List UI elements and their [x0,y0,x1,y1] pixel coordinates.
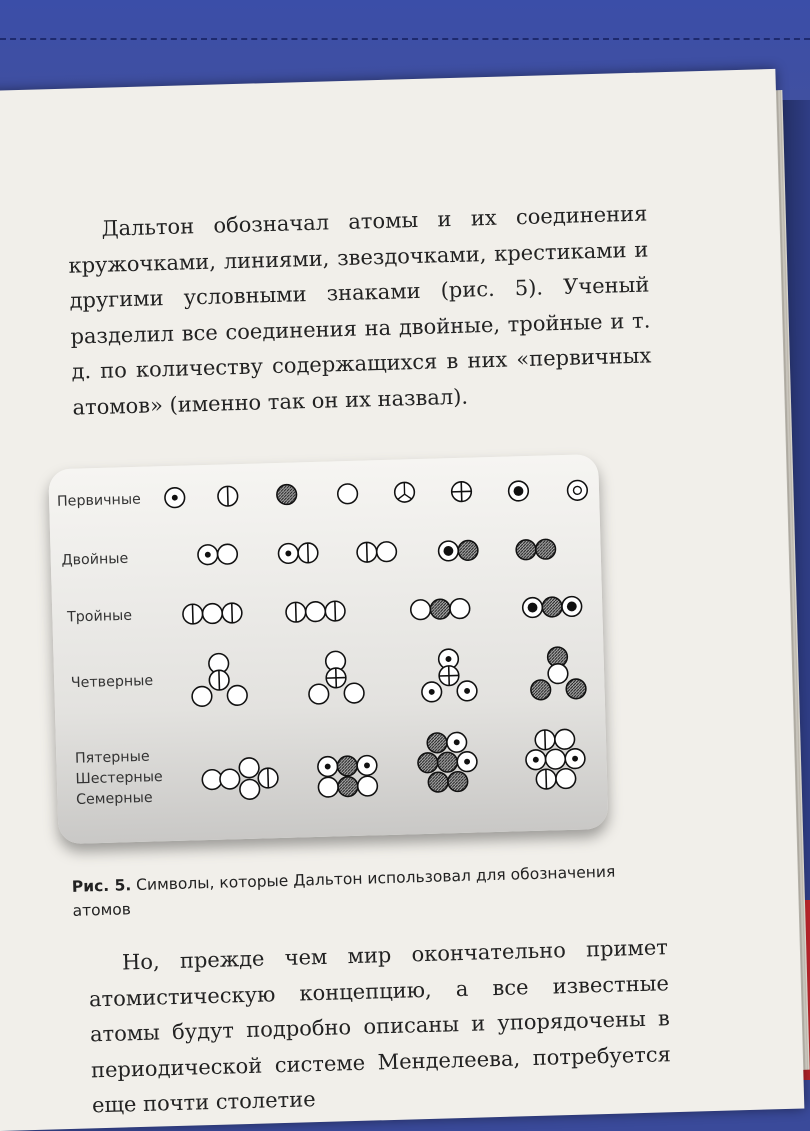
paragraph-text: Но, прежде чем мир окончательно примет атомистическую концепцию, а все известные атомы будут подробно описаны и упорядочены в периодической системе Менделеева, потребуется еще почти столетие [88,935,672,1118]
dalton-symbols-svg [48,454,608,844]
book-page [0,69,804,1131]
row-label-primary: Первичные [56,491,142,510]
row-label-quintuple: Пятерные [74,748,150,767]
primary-atom-symbols [165,476,588,511]
paragraph-bottom [88,930,673,1124]
triple-compound-symbols [183,593,582,627]
caption-prefix: Рис. 5. [71,876,132,896]
background-stitching [0,38,810,40]
caption-text: Символы, которые Дальтон использовал для обозначения атомов [72,862,616,920]
row-label-triple: Тройные [66,607,133,626]
row-label-double: Двойные [61,550,129,569]
paragraph-text: Дальтон обозначал атомы и их соединения кружочками, линиями, звездочками, крестиками и другими условными знаками (рис. 5). Ученый разделил все соединения на двойные, тройные и т. д. по количеству содержащихся в них «первичных атомов» (именно так он их назвал). [68,201,652,420]
double-compound-symbols [198,535,556,569]
figure-dalton-symbols [48,454,608,844]
paragraph-top [67,197,653,427]
complex-compound-symbols [201,729,586,801]
row-label-sextuple: Шестерные [75,768,163,788]
quadruple-compound-symbols [191,643,586,709]
row-label-septuple: Семерные [75,789,153,809]
row-label-quadruple: Четверные [70,672,154,692]
figure-caption [72,859,633,923]
